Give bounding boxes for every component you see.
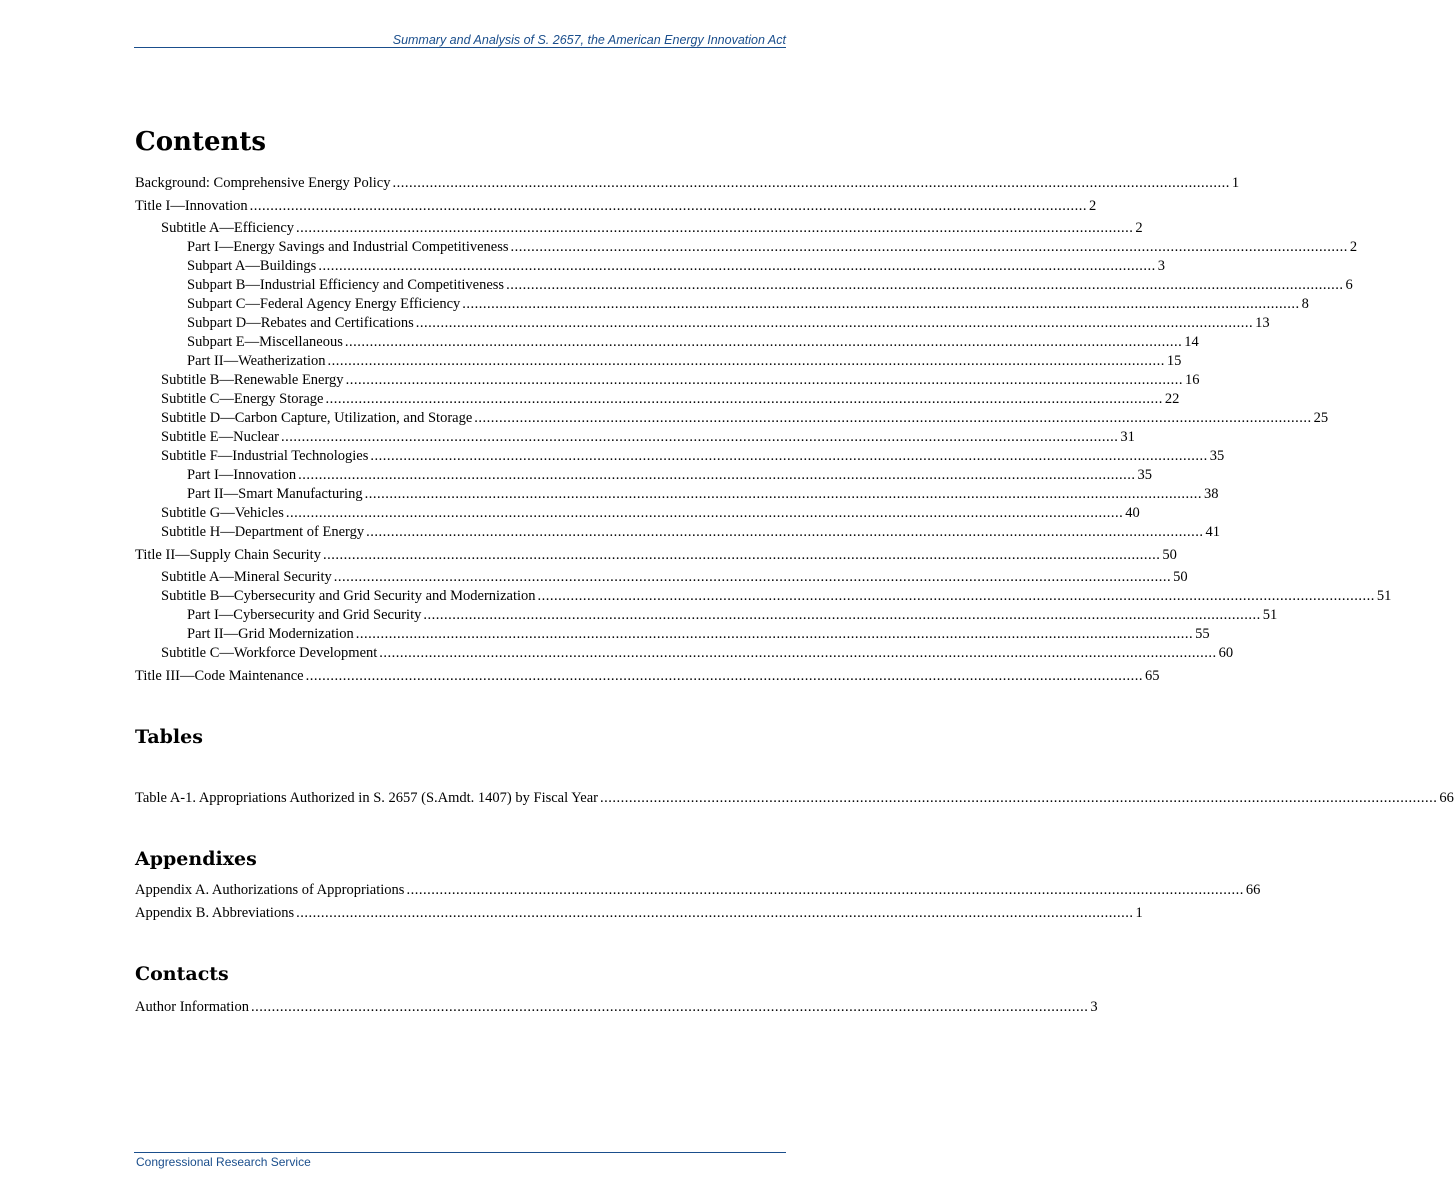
toc-entry-appendix-b[interactable] (135, 904, 1143, 923)
toc-page-number: 15 (1166, 353, 1182, 369)
toc-entry-part-i-innovation[interactable] (187, 466, 1153, 485)
toc-entry-table-a1[interactable] (135, 789, 1454, 808)
dot-leader: ........................................................................................................................................................................................................... (249, 198, 1088, 214)
toc-page-number: 16 (1184, 372, 1200, 388)
dot-leader: ........................................................................................................................................................................................................... (318, 258, 1156, 274)
toc-page-number: 55 (1195, 626, 1210, 642)
toc-entry-text: Subpart A—Buildings (187, 258, 317, 274)
toc-entry-subtitle-e-nuclear[interactable] (161, 428, 1135, 447)
toc-entry-author-information[interactable] (135, 998, 1098, 1017)
toc-entry-text: Part II—Grid Modernization (187, 626, 354, 642)
toc-page-number: 14 (1184, 334, 1199, 350)
toc-page-number: 6 (1345, 277, 1353, 293)
dot-leader: ........................................................................................................................................................................................................... (280, 429, 1119, 445)
toc-entry-text: Part II—Smart Manufacturing (187, 486, 363, 502)
toc-page-number: 51 (1262, 607, 1278, 623)
toc-entry-text: Appendix B. Abbreviations (135, 905, 295, 921)
toc-entry-text: Subtitle B—Cybersecurity and Grid Security and Modernization (161, 588, 536, 604)
dot-leader: ........................................................................................................................................................................................................... (462, 296, 1300, 312)
dot-leader: ........................................................................................................................................................................................................... (298, 467, 1136, 483)
toc-page-number: 31 (1120, 429, 1135, 445)
toc-entry-subpart-a-buildings[interactable] (187, 257, 1165, 276)
toc-entry-subtitle-b-cybersecurity[interactable] (161, 587, 1392, 606)
toc-page-number: 1 (1135, 905, 1143, 921)
toc-entry-text: Subpart B—Industrial Efficiency and Competitiveness (187, 277, 505, 293)
toc-entry-appendix-a[interactable] (135, 881, 1261, 900)
toc-entry-text: Subtitle F—Industrial Technologies (161, 448, 369, 464)
toc-page-number: 25 (1313, 410, 1329, 426)
toc-page-number: 66 (1245, 882, 1261, 898)
dot-leader: ........................................................................................................................................................................................................... (250, 999, 1089, 1015)
footer-publisher: Congressional Research Service (136, 1155, 311, 1169)
toc-entry-text: Title I—Innovation (135, 198, 248, 214)
dot-leader: ........................................................................................................................................................................................................... (305, 668, 1143, 684)
toc-page-number: 8 (1301, 296, 1309, 312)
toc-entry-part-ii-grid-modernization[interactable] (187, 625, 1210, 644)
appendixes-heading: Appendixes (135, 848, 257, 870)
dot-leader: ........................................................................................................................................................................................................... (296, 905, 1134, 921)
toc-entry-subtitle-a-mineral[interactable] (161, 568, 1188, 587)
toc-entry-text: Appendix A. Authorizations of Appropriations (135, 882, 405, 898)
running-header-title: Summary and Analysis of S. 2657, the American Energy Innovation Act (392, 33, 786, 47)
toc-entry-text: Part I—Energy Savings and Industrial Competitiveness (187, 239, 509, 255)
dot-leader: ........................................................................................................................................................................................................... (415, 315, 1254, 331)
toc-page-number: 66 (1439, 790, 1454, 806)
dot-leader: ........................................................................................................................................................................................................... (285, 505, 1124, 521)
toc-page-number: 40 (1125, 505, 1140, 521)
dot-leader: ........................................................................................................................................................................................................... (322, 547, 1161, 563)
dot-leader: ........................................................................................................................................................................................................... (392, 175, 1230, 191)
toc-entry-text: Subtitle B—Renewable Energy (161, 372, 344, 388)
dot-leader: ........................................................................................................................................................................................................... (506, 277, 1344, 293)
toc-entry-text: Subtitle C—Energy Storage (161, 391, 324, 407)
toc-entry-subpart-b-industrial[interactable] (187, 276, 1353, 295)
toc-entry-text: Part II—Weatherization (187, 353, 326, 369)
toc-entry-text: Part I—Innovation (187, 467, 297, 483)
toc-page-number: 22 (1164, 391, 1180, 407)
toc-entry-part-ii-smart-manufacturing[interactable] (187, 485, 1219, 504)
toc-page-number: 1 (1231, 175, 1240, 191)
dot-leader: ........................................................................................................................................................................................................... (510, 239, 1348, 255)
toc-entry-text: Background: Comprehensive Energy Policy (135, 175, 391, 191)
toc-entry-text: Subtitle A—Mineral Security (161, 569, 332, 585)
toc-page-number: 50 (1162, 547, 1177, 563)
toc-entry-part-i-cybersecurity[interactable] (187, 606, 1278, 625)
toc-page-number: 3 (1157, 258, 1165, 274)
toc-entry-subtitle-a-efficiency[interactable] (161, 219, 1143, 238)
dot-leader: ........................................................................................................................................................................................................... (379, 645, 1217, 661)
toc-entry-subtitle-c-workforce[interactable] (161, 644, 1234, 663)
toc-entry-subtitle-f-industrial[interactable] (161, 447, 1225, 466)
toc-entry-title-i[interactable] (135, 197, 1097, 216)
toc-page-number: 2 (1349, 239, 1358, 255)
toc-page-number: 50 (1173, 569, 1188, 585)
toc-entry-text: Part I—Cybersecurity and Grid Security (187, 607, 422, 623)
toc-page-number: 3 (1090, 999, 1098, 1015)
toc-entry-text: Subtitle H—Department of Energy (161, 524, 365, 540)
toc-entry-part-ii-weatherization[interactable] (187, 352, 1182, 371)
dot-leader: ........................................................................................................................................................................................................... (296, 220, 1134, 236)
contacts-heading: Contacts (135, 963, 229, 985)
toc-entry-text: Subpart C—Federal Agency Energy Efficiency (187, 296, 461, 312)
toc-entry-title-ii[interactable] (135, 546, 1177, 565)
dot-leader: ........................................................................................................................................................................................................... (327, 353, 1165, 369)
toc-page-number: 60 (1218, 645, 1234, 661)
toc-page-number: 13 (1255, 315, 1270, 331)
footer-rule (134, 1152, 786, 1153)
toc-page-number: 35 (1137, 467, 1153, 483)
toc-entry-subtitle-g-vehicles[interactable] (161, 504, 1140, 523)
tables-heading: Tables (135, 726, 203, 748)
toc-entry-text: Title III—Code Maintenance (135, 668, 304, 684)
toc-entry-text: Title II—Supply Chain Security (135, 547, 321, 563)
toc-entry-text: Subtitle G—Vehicles (161, 505, 284, 521)
toc-entry-background[interactable] (135, 174, 1240, 193)
toc-entry-title-iii[interactable] (135, 667, 1160, 686)
toc-page-number: 41 (1205, 524, 1220, 540)
toc-page-number: 65 (1144, 668, 1160, 684)
toc-entry-subpart-d-rebates[interactable] (187, 314, 1270, 333)
dot-leader: ........................................................................................................................................................................................................... (370, 448, 1208, 464)
toc-entry-text: Subtitle E—Nuclear (161, 429, 279, 445)
dot-leader: ........................................................................................................................................................................................................... (423, 607, 1261, 623)
toc-entry-subpart-c-federal[interactable] (187, 295, 1309, 314)
contents-heading: Contents (135, 127, 267, 157)
toc-entry-part-i-energy-savings[interactable] (187, 238, 1358, 257)
dot-leader: ........................................................................................................................................................................................................... (325, 391, 1163, 407)
dot-leader: ........................................................................................................................................................................................................... (474, 410, 1312, 426)
toc-entry-text: Subtitle C—Workforce Development (161, 645, 378, 661)
dot-leader: ........................................................................................................................................................................................................... (599, 790, 1438, 806)
toc-entry-text: Subpart E—Miscellaneous (187, 334, 343, 350)
dot-leader: ........................................................................................................................................................................................................... (355, 626, 1194, 642)
toc-entry-subtitle-b-renewable[interactable] (161, 371, 1200, 390)
toc-entry-text: Subtitle A—Efficiency (161, 220, 295, 236)
dot-leader: ........................................................................................................................................................................................................... (344, 334, 1183, 350)
toc-entry-subtitle-h-doe[interactable] (161, 523, 1220, 542)
toc-entry-text: Author Information (135, 999, 249, 1015)
toc-entry-text: Subtitle D—Carbon Capture, Utilization, and Storage (161, 410, 473, 426)
dot-leader: ........................................................................................................................................................................................................... (345, 372, 1183, 388)
toc-entry-text: Table A-1. Appropriations Authorized in S. 2657 (S.Amdt. 1407) by Fiscal Year (135, 790, 598, 806)
toc-entry-subpart-e-misc[interactable] (187, 333, 1199, 352)
dot-leader: ........................................................................................................................................................................................................... (364, 486, 1202, 502)
dot-leader: ........................................................................................................................................................................................................... (333, 569, 1172, 585)
header-rule (134, 47, 786, 48)
toc-page-number: 2 (1135, 220, 1143, 236)
toc-entry-text: Subpart D—Rebates and Certifications (187, 315, 414, 331)
toc-page-number: 38 (1203, 486, 1219, 502)
toc-entry-subtitle-c-storage[interactable] (161, 390, 1180, 409)
dot-leader: ........................................................................................................................................................................................................... (406, 882, 1244, 898)
dot-leader: ........................................................................................................................................................................................................... (537, 588, 1375, 604)
toc-page-number: 2 (1089, 198, 1097, 214)
toc-page-number: 51 (1376, 588, 1392, 604)
toc-page-number: 35 (1209, 448, 1225, 464)
dot-leader: ........................................................................................................................................................................................................... (366, 524, 1204, 540)
toc-entry-subtitle-d-carbon[interactable] (161, 409, 1329, 428)
